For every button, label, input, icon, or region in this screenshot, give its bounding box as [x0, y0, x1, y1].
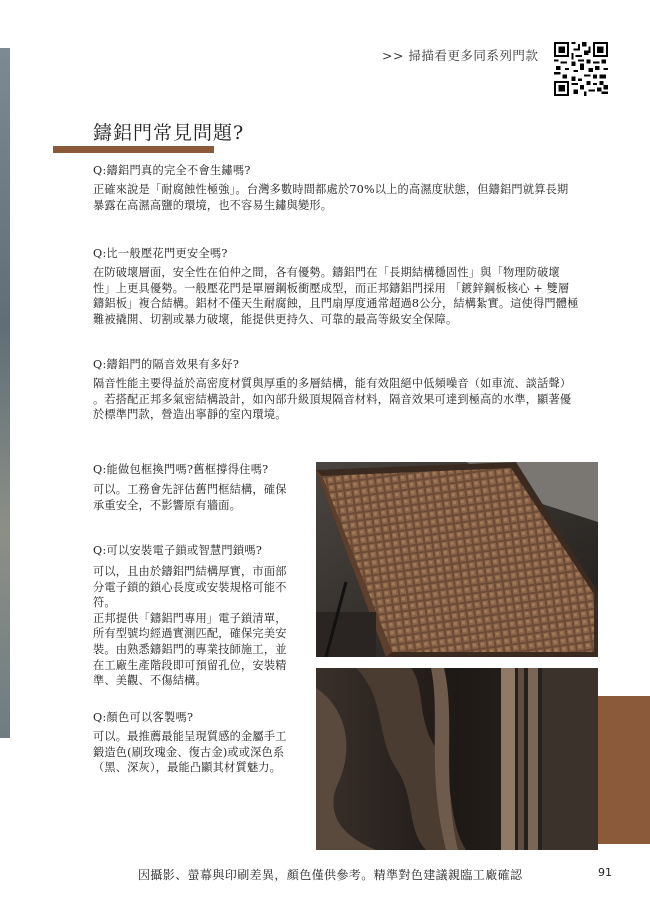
scan-more-text: >> 掃描看更多同系列門款: [382, 48, 539, 63]
faq-question-4: Q:能做包框換門嗎?舊框撐得住嗎?: [93, 463, 269, 476]
color-disclaimer: 因攝影、螢幕與印刷差異，顏色僅供參考。精準對色建議親臨工廠確認: [138, 868, 523, 882]
forged-texture-photo: [316, 668, 598, 850]
faq-answer-5: 可以，且由於鑄鋁門結構厚實，市面部 分電子鎖的鎖心長度或安裝規格可能不 符。 正邦提供「鑄鋁門專用」電子鎖清單， 所有型號均經過實測匹配，確保完美安 裝。由熟悉鑄鋁門的專業技師施工，並 在工廠生產階段即可預留孔位，安裝精 準、美觀、不傷結構。: [93, 565, 287, 688]
faq-answer-6: 可以。最推薦最能呈現質感的金屬手工 鍛造色(刷玫瑰金、復古金)或或深色系 （黑、深灰），最能凸顯其材質魅力。: [93, 730, 287, 775]
accent-color-block: [598, 696, 650, 844]
cast-aluminum-panel-photo: [316, 462, 598, 657]
faq-answer-3: 隔音性能主要得益於高密度材質與厚重的多層結構，能有效阻絕中低頻噪音（如車流、談話聲） 。若搭配正邦多氣密結構設計，如內部升級頂規隔音材料，隔音效果可達到極高的水準，顯著優 於標準門款，營造出寧靜的室內環境。: [93, 377, 572, 422]
faq-question-3: Q:鑄鋁門的隔音效果有多好?: [93, 358, 240, 371]
faq-question-1: Q:鑄鋁門真的完全不會生鏽嗎?: [93, 164, 251, 177]
page-number: 91: [598, 866, 612, 879]
faq-question-2: Q:比一般壓花門更安全嗎?: [93, 247, 228, 260]
faq-answer-2: 在防破壞層面，安全性在伯仲之間，各有優勢。鑄鋁門在「長期結構穩固性」與「物理防破壞 性」上更具優勢。一般壓花門是單層鋼板衝壓成型，而正邦鑄鋁門採用 「鍍鋅鋼板核心 + 雙層 鑄鋁板」複合結構。鋁材不僅天生耐腐蝕，且門扇厚度通常超過8公分，結構紮實。這使得門體極 難被撬開、切割或暴力破壞，能提供更持久、可靠的最高等級安全保障。: [93, 266, 579, 326]
qr-code[interactable]: [554, 42, 608, 96]
left-edge-photo-strip: [0, 48, 10, 738]
faq-question-6: Q:顏色可以客製嗎?: [93, 711, 194, 724]
faq-answer-4: 可以。工務會先評估舊門框結構，確保 承重安全，不影響原有牆面。: [93, 483, 287, 512]
title-underline-bar: [53, 146, 214, 153]
page-title: 鑄鋁門常見問題?: [93, 122, 245, 144]
faq-question-5: Q:可以安裝電子鎖或智慧門鎖嗎?: [93, 544, 263, 557]
faq-answer-1: 正確來說是「耐腐蝕性極強」。台灣多數時間都處於70%以上的高濕度狀態，但鑄鋁門就算長期 暴露在高濕高鹽的環境，也不容易生鏽與變形。: [93, 183, 569, 212]
